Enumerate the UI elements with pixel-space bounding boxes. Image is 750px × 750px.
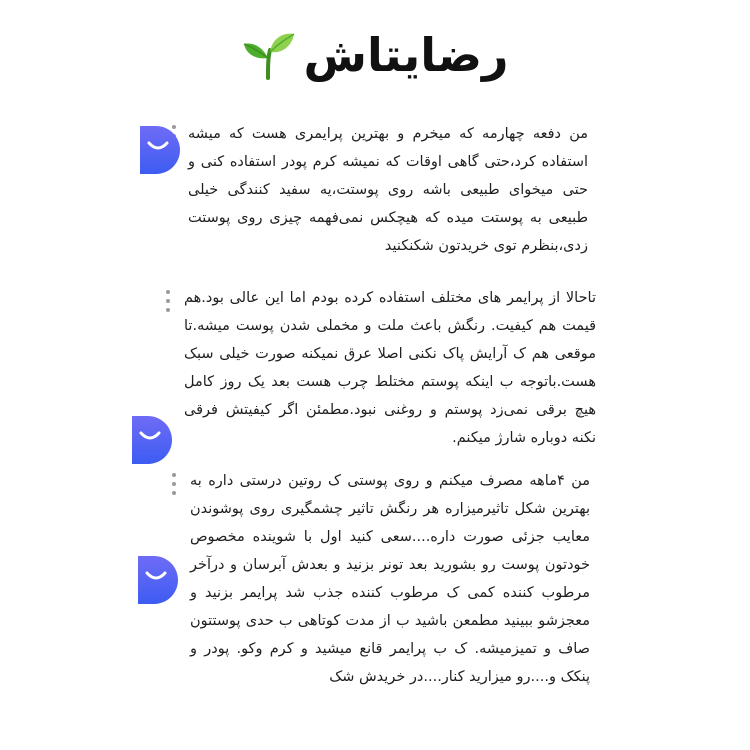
- review-2-more-icon[interactable]: [165, 290, 171, 312]
- review-1-text: [188, 120, 588, 260]
- page-title-row: [0, 26, 750, 84]
- sprout-icon: [242, 30, 296, 84]
- smile-icon: [144, 570, 168, 584]
- review-1-body: من دفعه چهارمه که میخرم و بهترین پرایمری هست که میشه استفاده کرد،حتی گاهی اوقات که نمیشه کرم پودر استفاده کنی و حتی میخوای طبیعی باشه روی پوستت،یه سفید کنندگی خیلی طبیعی به پوستت میده که هیچکس نمی‌فهمه چیزی روی پوستت زدی،بنظرم توی خریدتون شکنکنید: [188, 126, 588, 254]
- review-3-body: من ۴ماهه مصرف میکنم و روی پوستی ک روتین درستی داره به بهترین شکل تاثیرمیزاره هر رنگش تاثیر چشمگیری روی پوشوندن معایب جزئی صورت داره....سعی کنید اول با شوینده مخصوص خودتون پوست رو بشورید بعد تونر بزنید و بعدش آبرسان و درآخر مرطوب کننده کمی ک مرطوب کننده جذب شد پرایمر بزنید و معجزشو ببینید مطمعن باشید ب از مدت کوتاهی ب حدی پوستتون صاف و تمیزمیشه. ک ب پرایمر قانع میشید و کرم وکو. پودر و پنکک و....رو میزارید کنار....در خریدش شک: [190, 473, 590, 685]
- smile-icon: [146, 140, 170, 154]
- review-1-avatar: [140, 126, 180, 174]
- review-2-text: [184, 284, 596, 452]
- review-2-avatar: [132, 416, 172, 464]
- review-3-avatar: [138, 556, 178, 604]
- review-3-more-icon[interactable]: [171, 473, 177, 495]
- review-2-body: تاحالا از پرایمر های مختلف استفاده کرده بودم اما این عالی بود.هم قیمت هم کیفیت. رنگش باعث ملت و مخملی شدن پوست میشه.تا موقعی هم ک آرایش پاک نکنی اصلا عرق نمیکنه صورت خیلی سبک هست.باتوجه ب اینکه پوستم مختلط چرب هست بعد یک روز کامل هیچ برقی نمی‌زد پوستم و روغنی نبود.مطمئن اگر کیفیتش فرقی نکنه دوباره شارژ میکنم.: [184, 290, 596, 446]
- smile-icon: [138, 430, 162, 444]
- review-3-text: [190, 467, 590, 691]
- page-title: رضایتاش: [303, 28, 509, 82]
